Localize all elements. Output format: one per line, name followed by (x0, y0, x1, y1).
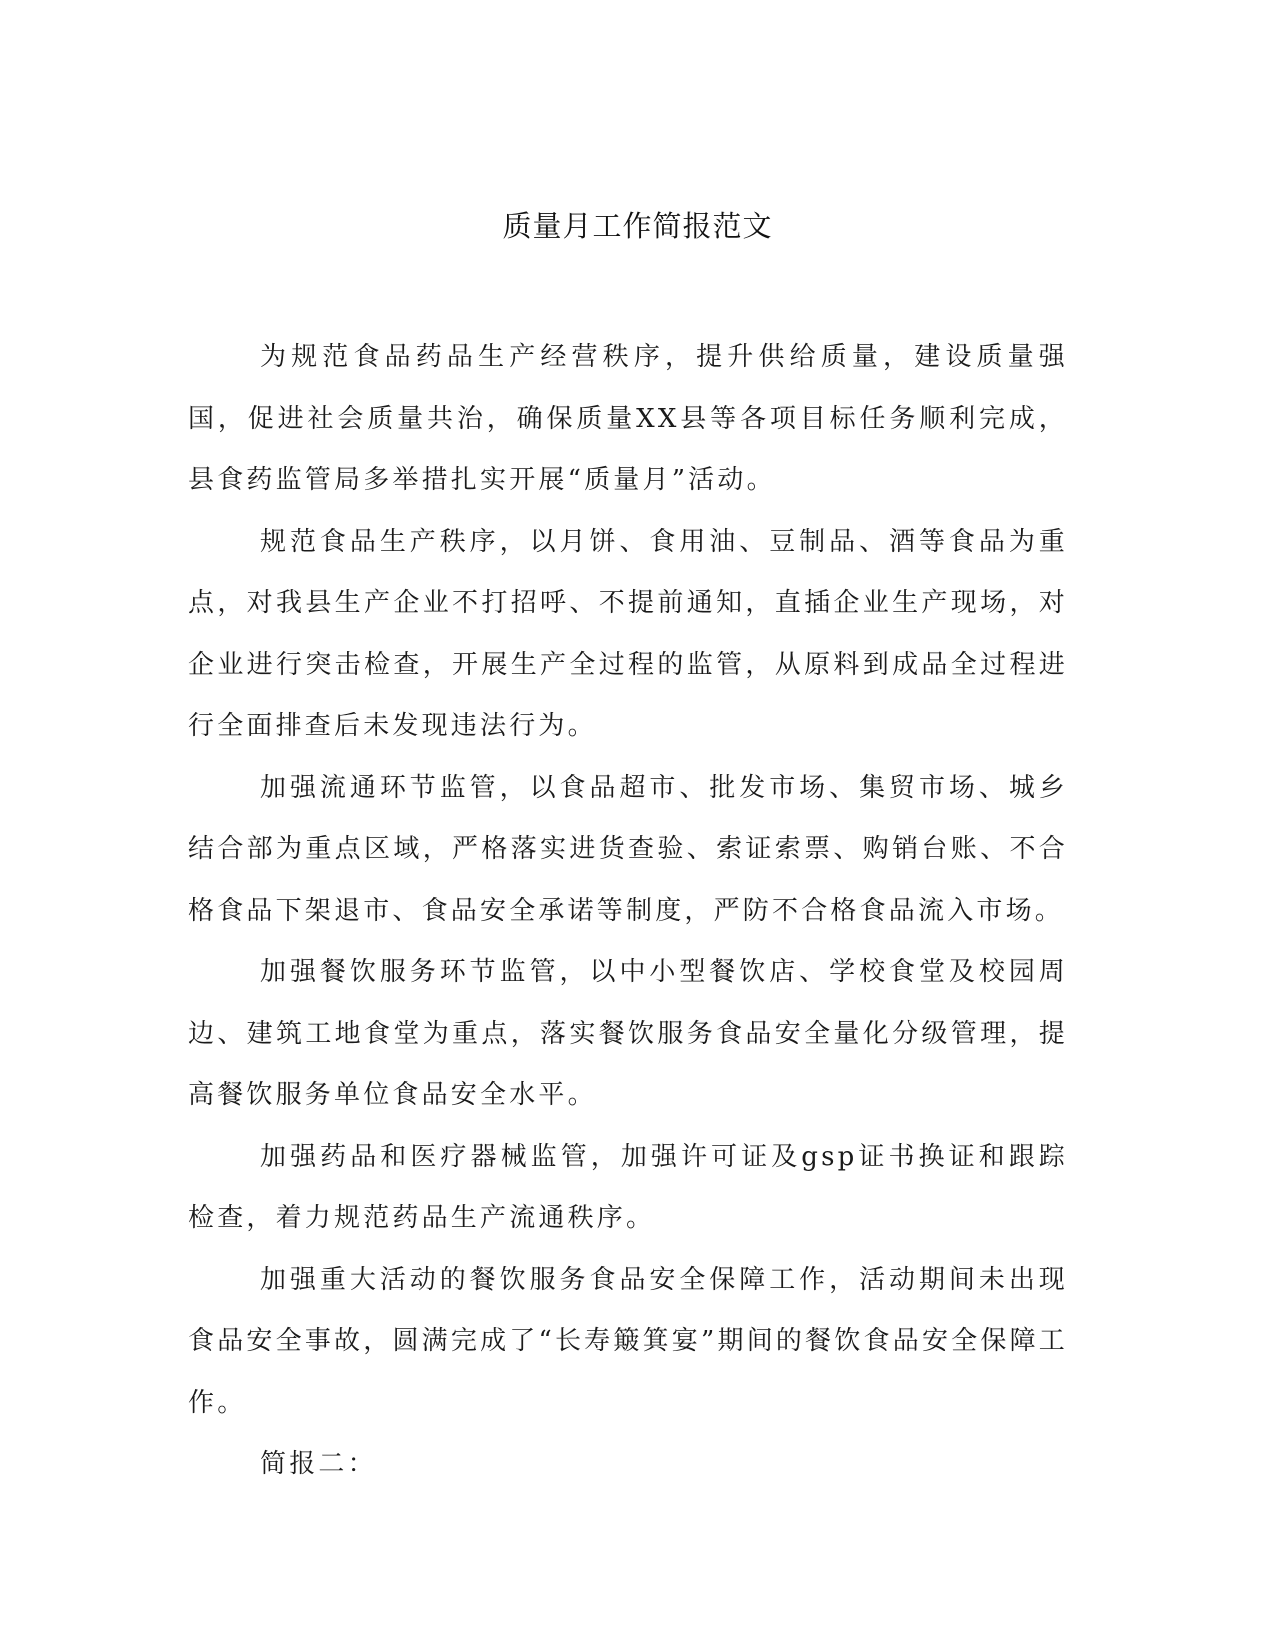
paragraph-intro: 为规范食品药品生产经营秩序，提升供给质量，建设质量强国，促进社会质量共治，确保质量XX县等各项目标任务顺利完成，县食药监管局多举措扎实开展“质量月”活动。 (188, 342, 1068, 495)
paragraph-events: 加强重大活动的餐饮服务食品安全保障工作，活动期间未出现食品安全事故，圆满完成了“长寿簸箕宴”期间的餐饮食品安全保障工作。 (188, 1264, 1068, 1418)
paragraph-production: 规范食品生产秩序，以月饼、食用油、豆制品、酒等食品为重点，对我县生产企业不打招呼、不提前通知，直插企业生产现场，对企业进行突击检查，开展生产全过程的监管，从原料到成品全过程进行全面排查后未发现违法行为。 (188, 526, 1068, 741)
paragraph-brief-two: 简报二： (260, 1449, 377, 1479)
document-body (188, 327, 1068, 1496)
paragraph-catering: 加强餐饮服务环节监管，以中小型餐饮店、学校食堂及校园周边、建筑工地食堂为重点，落实餐饮服务食品安全量化分级管理，提高餐饮服务单位食品安全水平。 (188, 957, 1068, 1110)
document-title: 质量月工作简报范文 (502, 209, 773, 243)
paragraph-circulation: 加强流通环节监管，以食品超市、批发市场、集贸市场、城乡结合部为重点区域，严格落实进货查验、索证索票、购销台账、不合格食品下架退市、食品安全承诺等制度，严防不合格食品流入市场。 (188, 772, 1068, 926)
paragraph-drugs: 加强药品和医疗器械监管，加强许可证及gsp证书换证和跟踪检查，着力规范药品生产流通秩序。 (188, 1141, 1068, 1233)
